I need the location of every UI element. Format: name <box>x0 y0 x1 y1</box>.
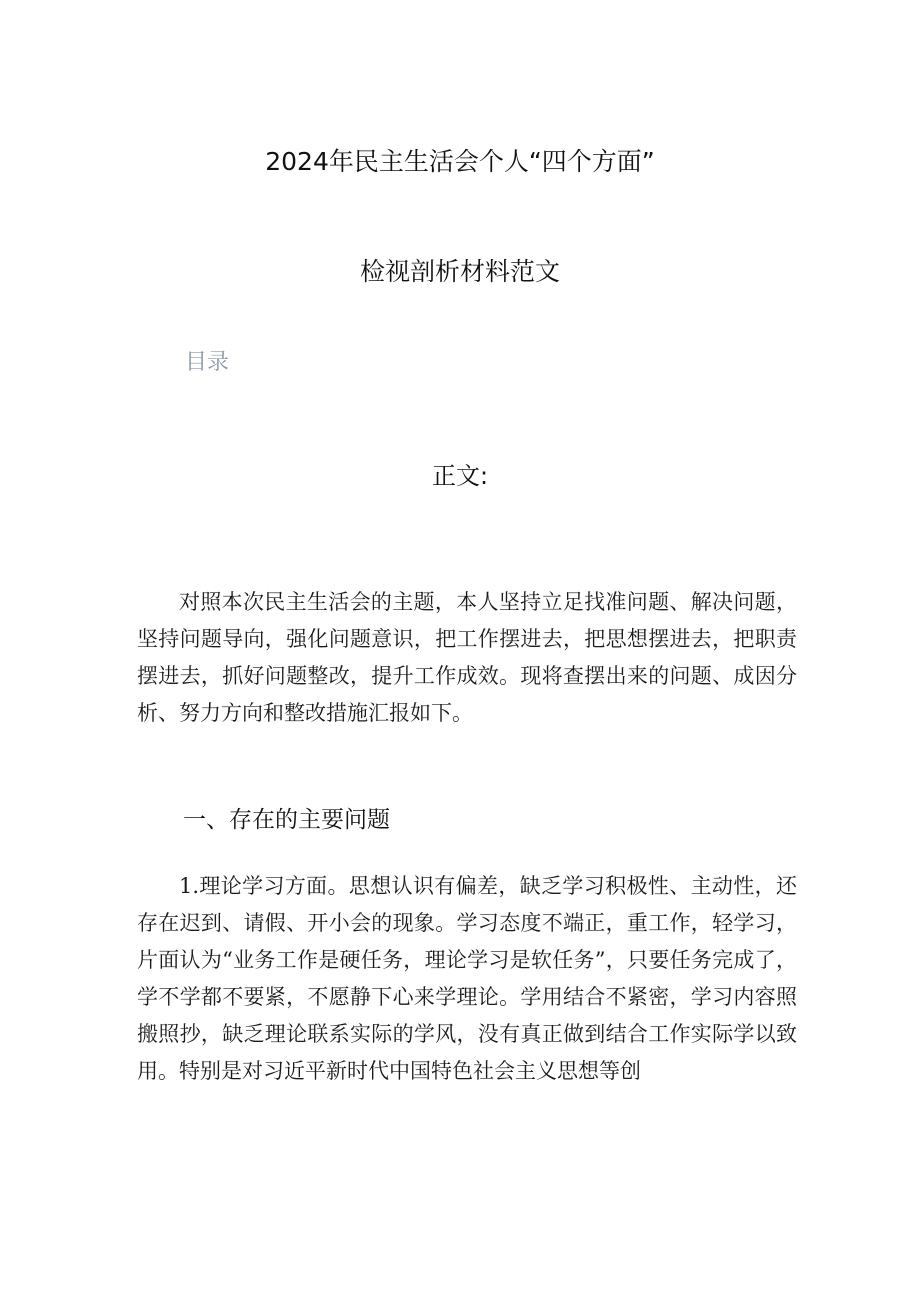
section-paragraph-theory-study: 1.理论学习方面。思想认识有偏差，缺乏学习积极性、主动性，还存在迟到、请假、开小会的现象。学习态度不端正，重工作，轻学习，片面认为“业务工作是硬任务，理论学习是软任务”，只要任务完成了，学不学都不要紧，不愿静下心来学理论。学用结合不紧密，学习内容照搬照抄，缺乏理论联系实际的学风，没有真正做到结合工作实际学以致用。特别是对习近平新时代中国特色社会主义思想等创 <box>137 874 797 1083</box>
document-title-line-1: 2024年民主生活会个人“四个方面” <box>265 147 655 176</box>
table-of-contents-link[interactable]: 目录 <box>185 350 230 375</box>
intro-paragraph: 对照本次民主生活会的主题，本人坚持立足找准问题、解决问题，坚持问题导向，强化问题意识，把工作摆进去，把思想摆进去，把职责摆进去，抓好问题整改，提升工作成效。现将查摆出来的问题、成因分析、努力方向和整改措施汇报如下。 <box>137 590 797 725</box>
section-heading-main-problems: 一、存在的主要问题 <box>183 807 390 833</box>
document-title-line-2: 检视剖析材料范文 <box>359 257 560 286</box>
body-heading: 正文: <box>431 462 489 490</box>
